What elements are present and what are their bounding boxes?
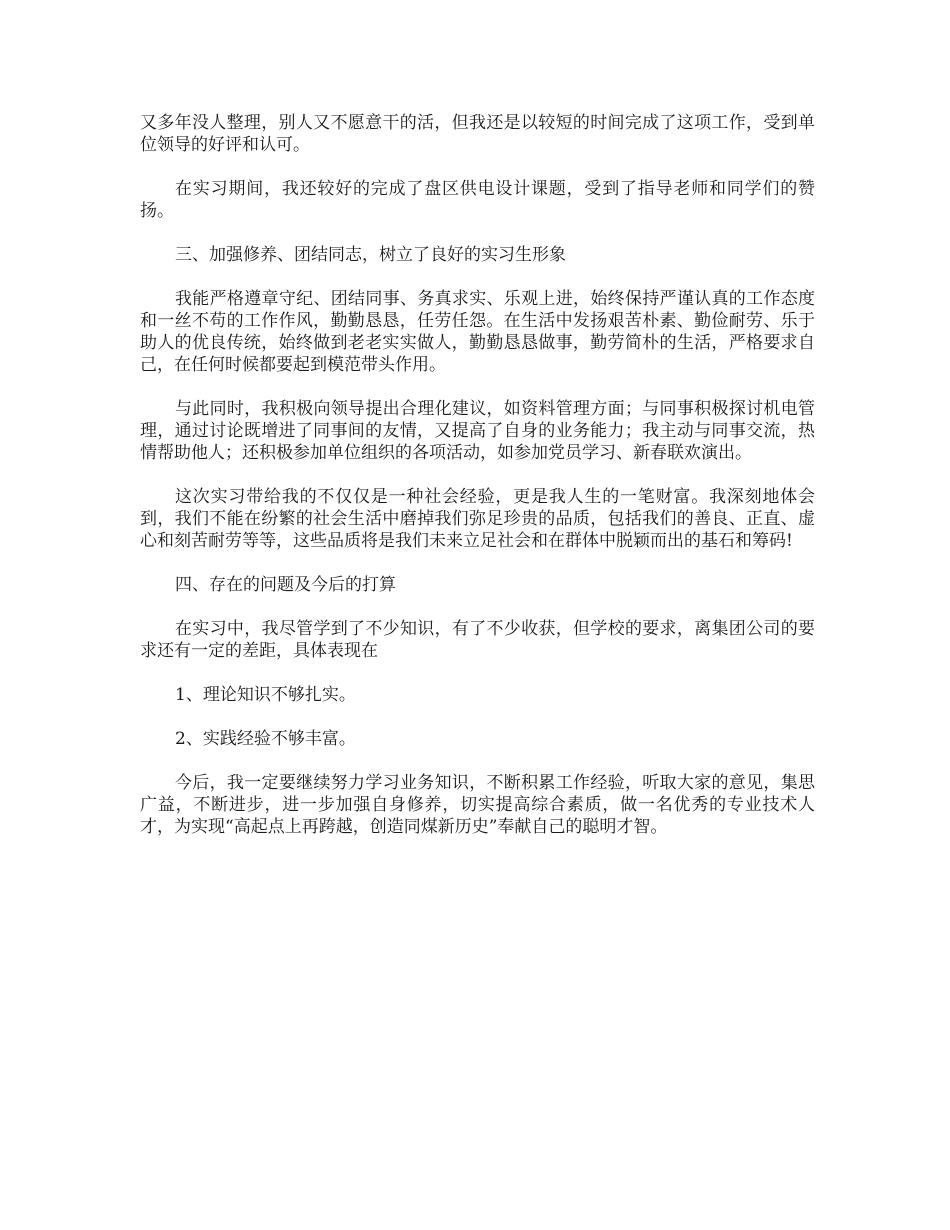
section-heading-4: 四、存在的问题及今后的打算 — [175, 575, 396, 595]
paragraph-4: 我能严格遵章守纪、团结同事、务真求实、乐观上进，始终保持严谨认真的工作态度和一丝不苟的工作作风，勤勤恳恳，任劳任怨。在生活中发扬艰苦朴素、勤俭耐劳、乐于助人的优良传统，始终做到老老实实做人，勤勤恳恳做事，勤劳简朴的生活，严格要求自己，在任何时候都要起到模范带头作用。 — [140, 289, 815, 375]
list-item-2: 2、实践经验不够丰富。 — [175, 729, 356, 749]
list-item-1: 1、理论知识不够扎实。 — [175, 685, 356, 705]
paragraph-11: 今后，我一定要继续努力学习业务知识，不断积累工作经验，听取大家的意见，集思广益，不断进步，进一步加强自身修养，切实提高综合素质，做一名优秀的专业技术人才，为实现“高起点上再跨越，创造同煤新历史”奉献自己的聪明才智。 — [140, 773, 815, 837]
document-body — [140, 112, 815, 860]
section-heading-3: 三、加强修养、团结同志，树立了良好的实习生形象 — [175, 245, 566, 265]
paragraph-2: 在实习期间，我还较好的完成了盘区供电设计课题，受到了指导老师和同学们的赞扬。 — [140, 179, 815, 221]
paragraph-8: 在实习中，我尽管学到了不少知识，有了不少收获，但学校的要求，离集团公司的要求还有一定的差距，具体表现在 — [140, 619, 815, 661]
paragraph-5: 与此同时，我积极向领导提出合理化建议，如资料管理方面；与同事积极探讨机电管理，通过讨论既增进了同事间的友情，又提高了自身的业务能力；我主动与同事交流，热情帮助他人；还积极参加单位组织的各项活动，如参加党员学习、新春联欢演出。 — [140, 399, 815, 463]
paragraph-1: 又多年没人整理，别人又不愿意干的活，但我还是以较短的时间完成了这项工作，受到单位领导的好评和认可。 — [140, 113, 815, 155]
paragraph-6: 这次实习带给我的不仅仅是一种社会经验，更是我人生的一笔财富。我深刻地体会到，我们不能在纷繁的社会生活中磨掉我们弥足珍贵的品质，包括我们的善良、正直、虚心和刻苦耐劳等等，这些品质将是我们未来立足社会和在群体中脱颖而出的基石和筹码! — [140, 487, 815, 551]
